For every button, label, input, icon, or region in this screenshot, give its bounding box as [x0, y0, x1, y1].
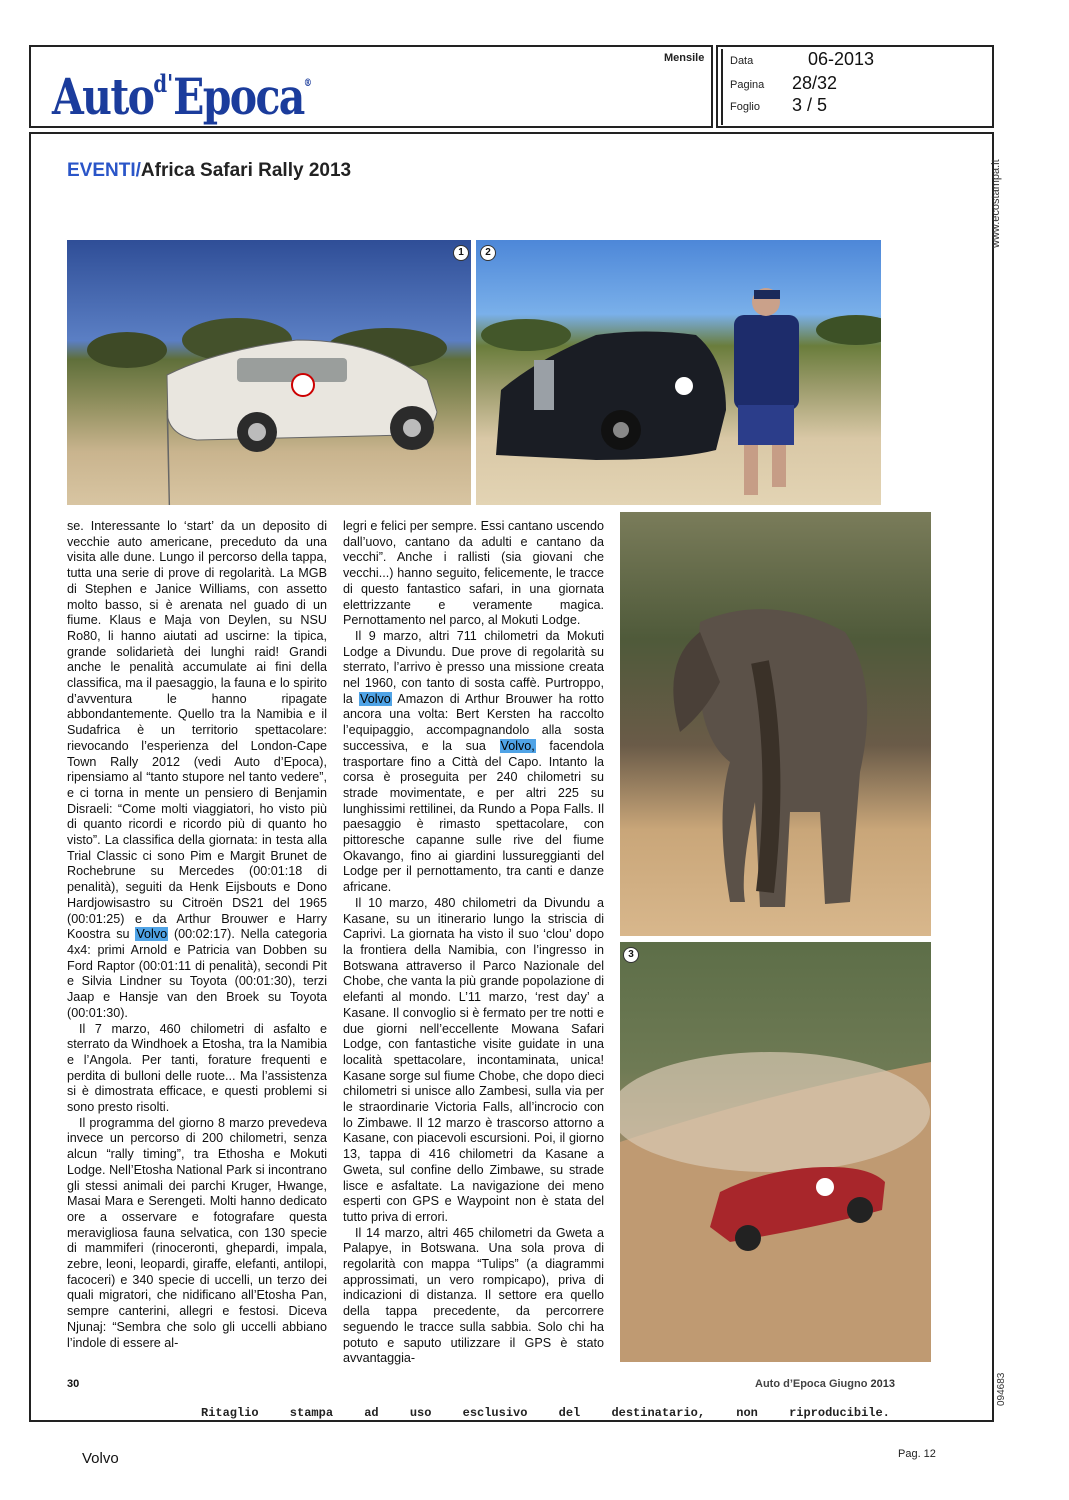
frequency-label: Mensile [664, 52, 705, 64]
article-paragraph: Il 10 marzo, 480 chilometri da Divundu a Kasane, su un itinerario lungo la striscia di Caprivi. La giornata ha visto il suo ‘clou’ dopo la frontiera della Namibia, con l’ingresso in Botswana attraverso il Parco Nazionale del Chobe, che vanta la più grande popolazione di elefanti al mondo. L’11 marzo, ‘rest day’ a Kasane. Il convoglio si è fermato per tre notti e due giorni nell’eccellente Mowana Safari Lodge, con fantastiche visite guidate in una località spettacolare, incontaminata, unica! Kasane sorge sul fiume Chobe, che dopo dieci chilometri si unisce allo Zambesi, sulla via per le straordinarie Victoria Falls, all’incrocio con lo Zimbawe. Il 12 marzo è trascorso attorno a Kasane, con piacevoli escursioni. Poi, il giorno 13, tappa di 416 chilometri da Kasane a Gweta, sul confine dello Zimbawe, su strade lisce e asfaltate. La navigazione dei meno esperti con GPS e Waypoint non è stata del tutto priva di errori. [343, 895, 604, 1224]
meta-page-value: 28/32 [792, 73, 838, 93]
clipping-keyword: Volvo [82, 1450, 119, 1467]
photo-elephant [620, 512, 931, 936]
meta-date-label: Data [730, 55, 754, 67]
mercedes-illustration [476, 240, 881, 505]
rally-car-illustration [620, 942, 931, 1362]
keyword-highlight: Volvo, [500, 738, 535, 753]
page-number: 30 [67, 1378, 80, 1390]
section-heading: EVENTI/Africa Safari Rally 2013 [67, 160, 352, 181]
photo-badge-3: 3 [623, 947, 639, 963]
photo-mercedes [476, 240, 881, 505]
photo-citroen-ds [67, 240, 471, 505]
meta-sheet-value: 3 / 5 [792, 95, 828, 115]
photo-rally-car [620, 942, 931, 1362]
meta-divider [721, 49, 723, 125]
disclaimer: Ritaglio stampa ad uso esclusivo del destinatario, non riproducibile. [201, 1406, 890, 1420]
article-paragraph: legri e felici per sempre. Essi cantano uscendo dall’uovo, cantano da adulti e cantano da vecchi”. Anche i rallisti (sia giovani che vecchi...) hanno seguito, felicemente, le tracce di questo fantastico safari, in una giornata elettrizzante e veramente magica. Pernottamento nel parco, al Mokuti Lodge. [343, 519, 604, 628]
meta-sheet-label: Foglio [730, 101, 760, 113]
article-column-1 [67, 519, 327, 1351]
elephant-illustration [620, 512, 931, 936]
page-reference: Pag. 12 [898, 1448, 936, 1460]
footer-publication: Auto d’Epoca Giugno 2013 [755, 1378, 895, 1390]
article-column-2 [343, 519, 604, 1367]
side-url: www.ecostampa.it [990, 159, 1002, 248]
photo-badge-1: 1 [453, 245, 469, 261]
photo-badge-2: 2 [480, 245, 496, 261]
section-title: Africa Safari Rally 2013 [140, 160, 352, 181]
keyword-highlight: Volvo [360, 691, 391, 706]
meta-date-value: 06-2013 [808, 49, 875, 69]
keyword-highlight: Volvo [136, 927, 168, 942]
side-code: 094683 [996, 1372, 1007, 1406]
section-tag: EVENTI [67, 160, 136, 181]
citroen-illustration [67, 240, 471, 505]
publication-logo: Auto$^{d'}$Epoca® [52, 67, 311, 126]
article-paragraph: Il programma del giorno 8 marzo prevedeva invece un percorso di 200 chilometri, senza alcun “rally timing”, tra Ethosha e Mokuti Lodge. Nell’Etosha National Park si incontrano gli stessi animali dei parchi Kruger, Hwange, Masai Mara e Serengeti. Molti hanno dedicato ore a osservare e fotografare questa meravigliosa fauna selvatica, con 130 specie di mammiferi (rinoceronti, ghepardi, impala, zebre, leoni, leopardi, giraffe, elefanti, antilopi, facoceri) e 340 specie di uccelli, un terzo dei quali migratori, che nidificano all’Etosha Pan, sempre canterini, allegri e festosi. Diceva Njunaj: “Sembra che solo gli uccelli abbiano l’indole di essere al- [67, 1115, 327, 1350]
article-paragraph: Il 7 marzo, 460 chilometri di asfalto e sterrato da Windhoek a Etosha, tra la Namibia e l’Angola. Per tanti, forature frequenti e perdita di bulloni delle ruote... Ma l’assistenza si è dimostrata efficace, e questi problemi si sono presto risolti. [67, 1021, 327, 1115]
article-paragraph: Il 14 marzo, altri 465 chilometri da Gweta a Palapye, in Botswana. Una sola prova di regolarità con mappa “Tulips” (a diagrammi approssimati, un vero rompicapo), priva di indicazioni di distanza. Il settore era quello della tappa precedente, da percorrere seguendo le tracce sulla sabbia. Solo chi ha potuto e saputo utilizzare il GPS è stato avvantaggia- [343, 1225, 604, 1366]
article-paragraph: se. Interessante lo ‘start’ da un deposito di vecchie auto americane, preceduto da una visita alle dune. Lungo il percorso della tappa, tutta una serie di prove di regolarità. La MGB di Stephen e Janice Williams, con assetto molto basso, si è arenata nel guado di un fiume. Klaus e Maja von Deylen, su NSU Ro80, li hanno aiutati ad uscirne: la tipica, grande solidarietà dei lunghi raid! Grandi anche le penalità accumulate ai fini della classifica, ma il paesaggio, la fauna e lo spirito d’avventura le hanno ripagate abbondantemente. Quello tra la Namibia e il Sudafrica è un territorio spettacolare: rievocando l’esperienza del London-Cape Town Rally 2012 (vedi Auto d’Epoca), ripensiamo al “tanto stupore nel tanto vedere”, e ci torna in mente un pensiero di Benjamin Disraeli: “Come molti viaggiatori, ho visto più di quanto ricordi e ricordo più di quanto ho visto”. La classifica della giornata: in testa alla Trial Classic ci sono Pim e Margit Brunet de Rochebrune su Mercedes (00:01:18 di penalità), seguiti da Henk Eijsbouts e Dono Hardjowisastro su Citroën DS21 del 1965 (00:01:25) e da Arthur Brouwer e Harry Koostra su Volvo (00:02:17). Nella categoria 4x4: primi Arnold e Patricia van Dobben su Ford Raptor (00:01:11 di penalità), secondi Pit e Silvia Lindner su Toyota (00:01:30), terzi Jaap e Hansje van den Broek su Toyota (00:01:30). [67, 519, 327, 1020]
article-paragraph: Il 9 marzo, altri 711 chilometri da Mokuti Lodge a Divundu. Due prove di regolarità su sterrato, l’arrivo è presso una missione creata nel 1960, con tanto di sosta caffè. Purtroppo, la Volvo Amazon di Arthur Brouwer ha rotto ancora una volta: Bert Kersten ha raccolto l’equipaggio, accompagnandolo alla sosta successiva, e la sua Volvo, facendola trasportare fino a Città del Capo. Intanto la corsa è proseguita per 240 chilometri su strade movimentate, e per altri 225 su lunghissimi rettilinei, da Rundo a Popa Falls. Il paesaggio è rimasto spettacolare, con pittoresche capanne sulle rive del fiume Okavango, fino ai giardini lussureggianti del Lodge per il pernottamento, tra canti e danze africane. [343, 628, 605, 895]
meta-page-label: Pagina [730, 79, 765, 91]
